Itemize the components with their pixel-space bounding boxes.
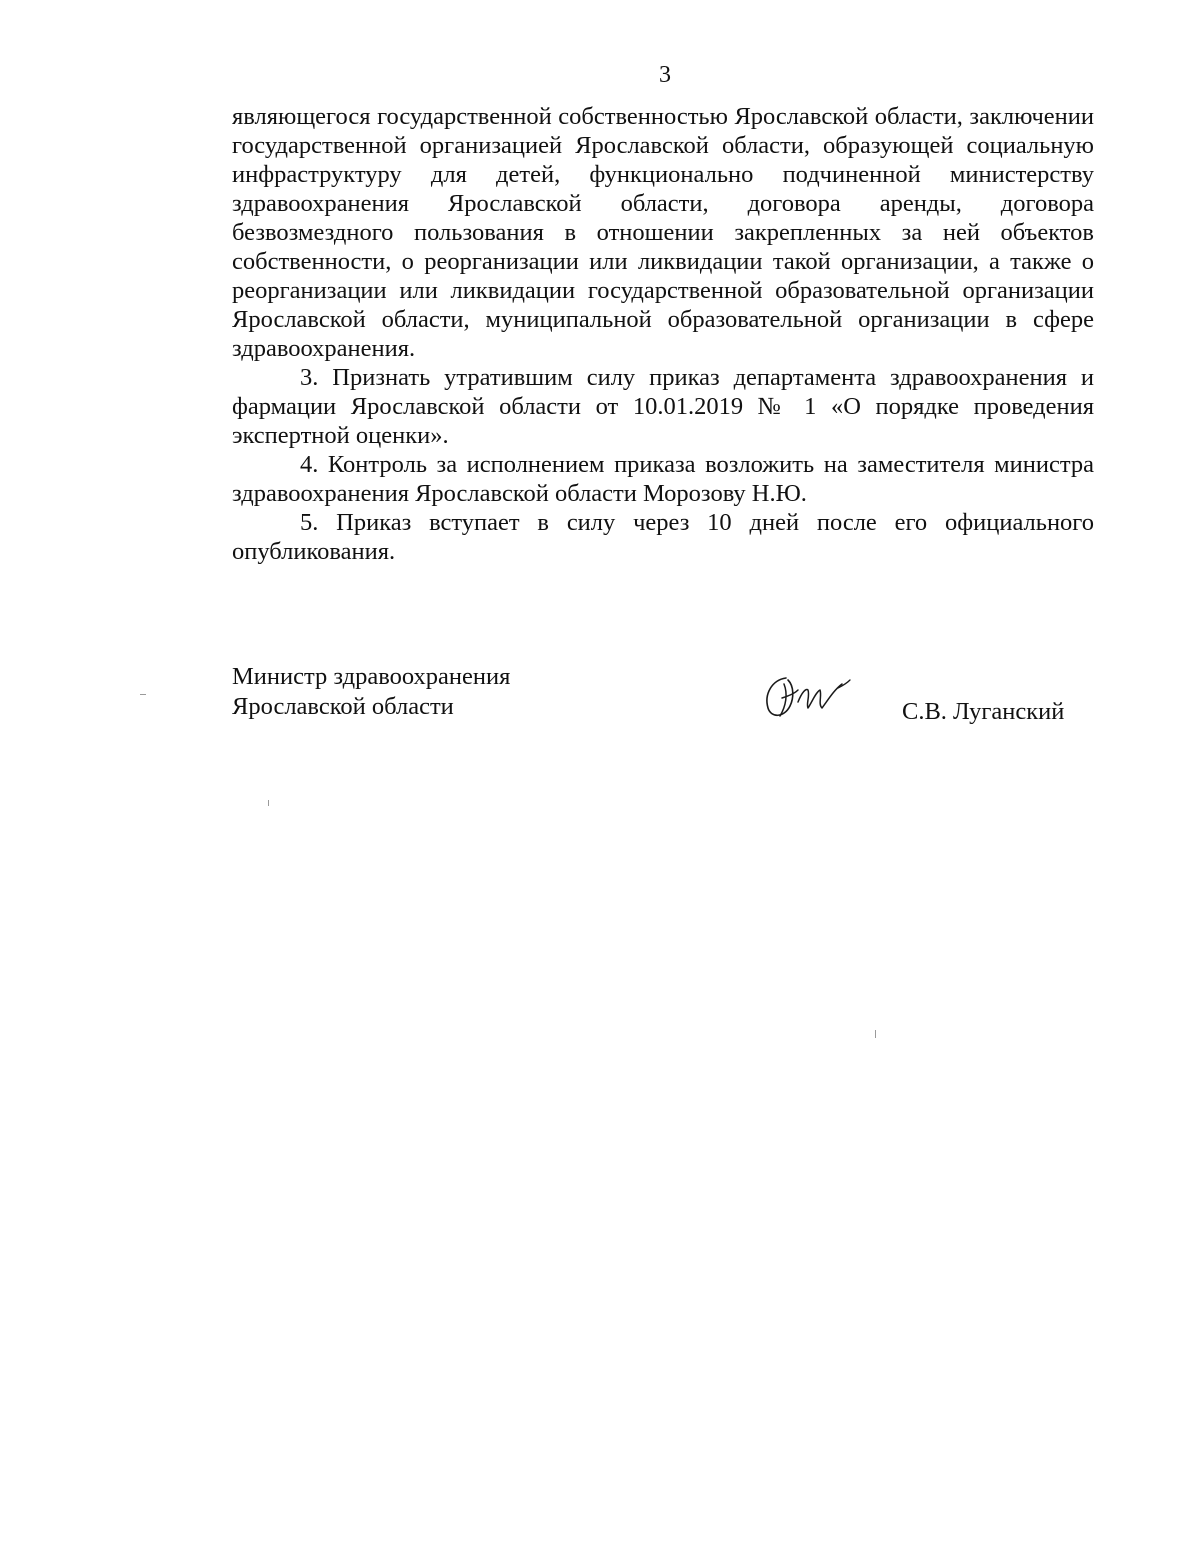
page-number: 3: [659, 62, 671, 88]
paragraph-item-4: 4. Контроль за исполнением приказа возложить на заместителя министра здравоохранения Ярославской области Морозову Н.Ю.: [232, 451, 1094, 507]
signatory-position: [232, 662, 510, 722]
scan-artifact: [875, 1030, 876, 1038]
signatory-name: С.В. Луганский: [902, 698, 1065, 725]
paragraph-item-5: 5. Приказ вступает в силу через 10 дней после его официального опубликования.: [232, 509, 1094, 565]
paragraph-item-3: 3. Признать утратившим силу приказ департамента здравоохранения и фармации Ярославской области от 10.01.2019 № 1 «О порядке проведения экспертной оценки».: [232, 364, 1094, 449]
scan-artifact: [140, 694, 146, 695]
signatory-position-line-1: Министр здравоохранения: [232, 663, 511, 690]
document-body: [232, 102, 1094, 566]
paragraph-continuation: являющегося государственной собственностью Ярославской области, заключении государственной организацией Ярославской области, образующей социальную инфраструктуру для детей, функционально подчиненной министерству здравоохранения Ярославской области, договора аренды, договора безвозмездного пользования в отношении закрепленных за ней объектов собственности, о реорганизации или ликвидации такой организации, а также о реорганизации или ликвидации государственной образовательной организации Ярославской области, муниципальной образовательной организации в сфере здравоохранения.: [232, 103, 1094, 362]
signatory-position-line-2: Ярославской области: [232, 693, 454, 720]
scan-artifact: [268, 800, 269, 806]
handwritten-signature: [758, 668, 854, 724]
